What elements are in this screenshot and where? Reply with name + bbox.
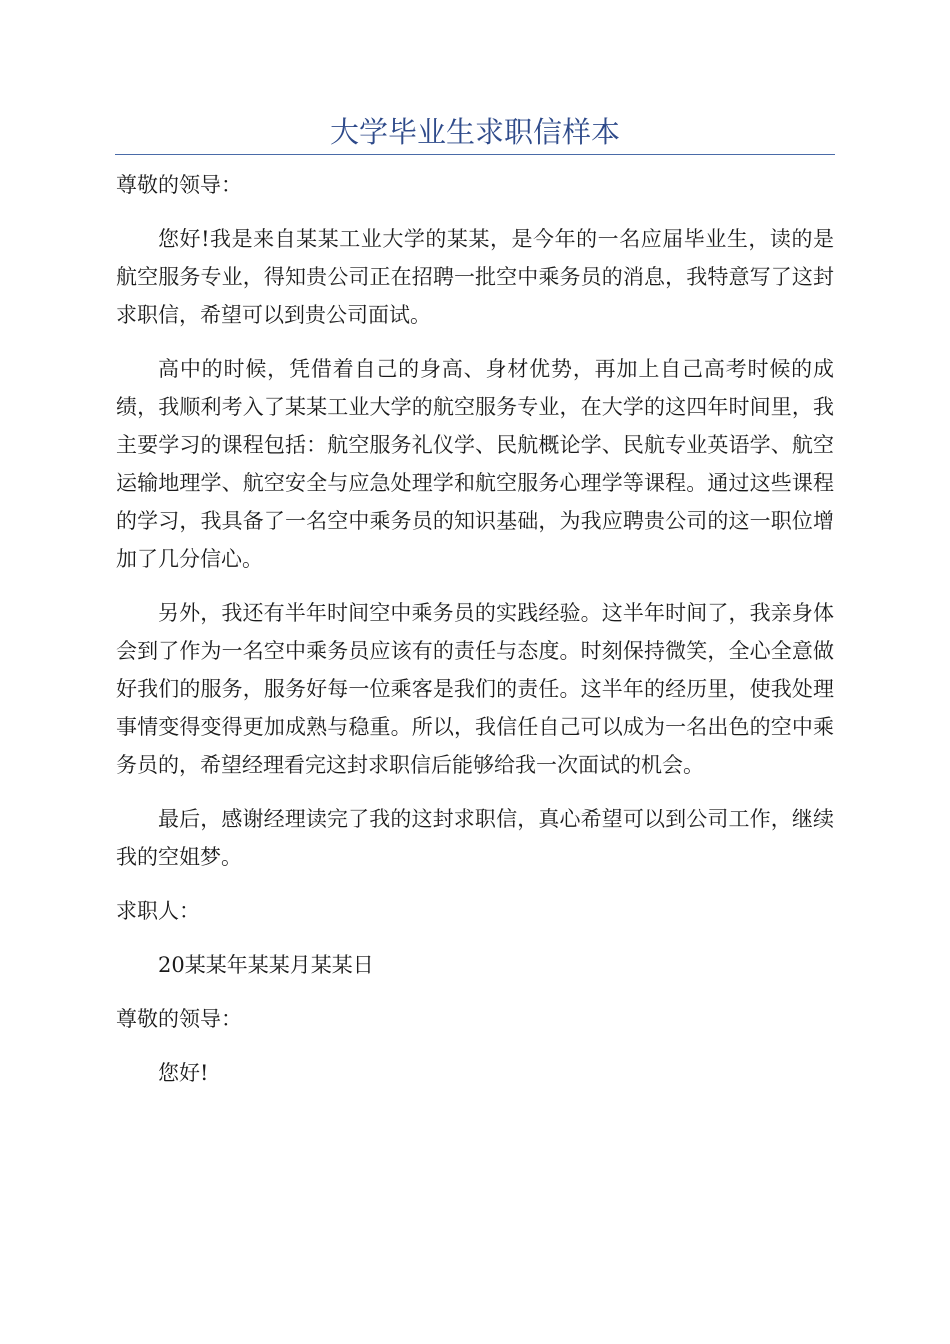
- paragraph-intro: 您好!我是来自某某工业大学的某某，是今年的一名应届毕业生，读的是航空服务专业，得知贵公司正在招聘一批空中乘务员的消息，我特意写了这封求职信，希望可以到贵公司面试。: [116, 227, 834, 327]
- document-title: 大学毕业生求职信样本: [329, 115, 620, 149]
- spacer: [116, 204, 834, 220]
- paragraph-experience: 另外，我还有半年时间空中乘务员的实践经验。这半年时间了，我亲身体会到了作为一名空中乘务员应该有的责任与态度。时刻保持微笑，全心全意做好我们的服务，服务好每一位乘客是我们的责任。这半年的经历里，使我处理事情变得变得更加成熟与稳重。所以，我信任自己可以成为一名出色的空中乘务员的，希望经理看完这封求职信后能够给我一次面试的机会。: [116, 601, 834, 777]
- spacer: [116, 876, 834, 892]
- spacer: [116, 984, 834, 1000]
- paragraph-closing: 最后，感谢经理读完了我的这封求职信，真心希望可以到公司工作，继续我的空姐梦。: [116, 807, 834, 869]
- greeting-repeat: 您好!: [158, 1061, 209, 1085]
- spacer: [116, 1038, 834, 1054]
- paragraph-education: 高中的时候，凭借着自己的身高、身材优势，再加上自己高考时候的成绩，我顺利考入了某某工业大学的航空服务专业，在大学的这四年时间里，我主要学习的课程包括：航空服务礼仪学、民航概论学、民航专业英语学、航空运输地理学、航空安全与应急处理学和航空服务心理学等课程。通过这些课程的学习，我具备了一名空中乘务员的知识基础，为我应聘贵公司的这一职位增加了几分信心。: [116, 357, 834, 571]
- spacer: [116, 150, 834, 166]
- document-body: [116, 150, 834, 1092]
- salutation-repeat: 尊敬的领导：: [116, 1007, 242, 1031]
- spacer: [116, 930, 834, 946]
- spacer: [116, 334, 834, 350]
- spacer: [116, 784, 834, 800]
- applicant-label: 求职人：: [116, 899, 200, 923]
- salutation: 尊敬的领导：: [116, 173, 242, 197]
- spacer: [116, 578, 834, 594]
- letter-date: 20某某年某某月某某日: [158, 953, 374, 977]
